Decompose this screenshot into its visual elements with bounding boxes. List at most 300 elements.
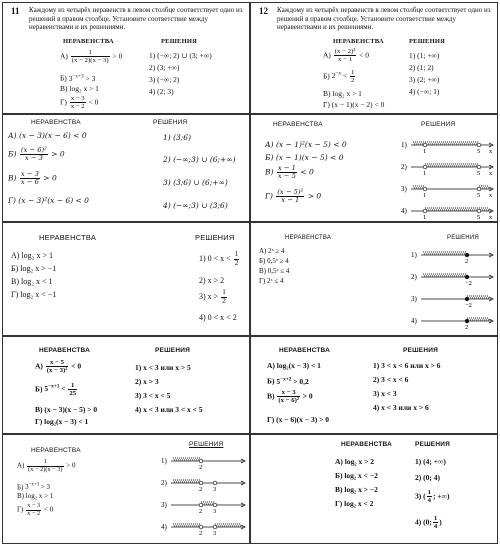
task-text: Каждому из четырёх неравенств в левом столбце соответствует одно из решений в правом столбце. Установите соответствие между неравенствами и их решениями. xyxy=(29,6,243,31)
hatch-mark xyxy=(173,479,175,483)
hatch-mark xyxy=(421,141,423,145)
hatch-mark xyxy=(185,457,187,461)
task-11 xyxy=(2,2,250,114)
task-number: 11 xyxy=(11,6,20,16)
hatch-mark xyxy=(427,273,429,277)
hatch-mark xyxy=(445,141,447,145)
hatch-mark xyxy=(479,295,481,299)
solution-3: 3) 3 < x < 5 xyxy=(135,391,171,400)
inequality-b: Б) $3^{-x+3} > 3$ xyxy=(60,73,96,83)
hatch-mark xyxy=(443,251,445,255)
inequality-b: Б) 0,5ˣ ≥ 4 xyxy=(259,257,289,265)
hatch-mark xyxy=(189,523,191,527)
tick-label: 1 xyxy=(423,170,427,177)
line-number: 1) xyxy=(411,251,417,259)
interval-point xyxy=(465,253,469,257)
solutions-header: РЕШЕНИЯ xyxy=(189,441,224,448)
inequality-b: Б) $2^{-x}$ < $\frac{1}{2}$ xyxy=(323,69,355,85)
inequalities-header: НЕРАВЕНСТВА xyxy=(31,447,81,454)
hatch-mark xyxy=(471,163,473,167)
inequality-g: Г) $\frac{\text{(x − 5)²}}{x - 1}$ > 0 xyxy=(265,188,322,205)
interval-point xyxy=(465,297,469,301)
hatch-mark xyxy=(451,163,453,167)
hatch-mark xyxy=(457,163,459,167)
hatch-mark xyxy=(473,317,475,321)
hatch-mark xyxy=(459,207,461,211)
interval-point xyxy=(477,209,481,213)
solution-3: 3) (3;6) ∪ (6;+∞) xyxy=(163,178,228,187)
solution-4: 4) x < 3 или 3 < x < 5 xyxy=(135,405,203,414)
solution-2: 2) x > 3 xyxy=(135,377,159,386)
inequality-g: Г) (x − 6)(x − 3) > 0 xyxy=(267,415,329,424)
solution-1: 1) 0 < x < $\frac{1}{2}$ xyxy=(199,250,239,267)
hatch-mark xyxy=(197,523,199,527)
hatch-mark xyxy=(191,457,193,461)
hatch-mark xyxy=(427,141,429,145)
hatch-mark xyxy=(441,251,443,255)
hatch-mark xyxy=(225,523,227,527)
hatch-mark xyxy=(435,163,437,167)
hatch-mark xyxy=(463,207,465,211)
solution-2: 2) (0; 4) xyxy=(415,473,440,482)
hatch-mark xyxy=(441,207,443,211)
hatch-mark xyxy=(451,141,453,145)
inequalities-header: НЕРАВЕНСТВА xyxy=(273,121,323,128)
task-10 xyxy=(250,434,498,544)
hatch-mark xyxy=(453,141,455,145)
solution-4: 4) (0; $\frac{1}{4}$ ) xyxy=(415,515,442,531)
tick-label: x xyxy=(489,192,493,199)
hatch-mark xyxy=(433,251,435,255)
hatch-mark xyxy=(447,163,449,167)
tick-label: 3 xyxy=(213,486,217,493)
hatch-mark xyxy=(427,163,429,167)
solutions-header: РЕШЕНИЯ xyxy=(195,233,235,242)
hatch-mark xyxy=(469,295,471,299)
hatch-mark xyxy=(485,185,487,189)
hatch-mark xyxy=(465,207,467,211)
hatch-mark xyxy=(205,501,207,505)
hatch-mark xyxy=(183,479,185,483)
tick-label: 5 xyxy=(477,214,481,221)
hatch-mark xyxy=(221,523,223,527)
inequalities-header: НЕРАВЕНСТВА xyxy=(31,119,81,126)
hatch-mark xyxy=(437,163,439,167)
tick-label: 2 xyxy=(465,324,469,331)
solutions-header: РЕШЕНИЯ xyxy=(153,119,188,126)
solution-4: 4) 0 < x < 2 xyxy=(199,313,237,322)
hatch-mark xyxy=(427,207,429,211)
hatch-mark xyxy=(191,479,193,483)
hatch-mark xyxy=(183,523,185,527)
inequality-a: А) 2ˣ ≥ 4 xyxy=(259,247,285,255)
tick-label: x xyxy=(489,214,493,221)
solution-4: 4) (−∞; 1) xyxy=(409,87,440,96)
inequality-b: Б) log₂ x < −2 xyxy=(335,471,378,480)
inequality-v: В) log₂ x > 1 xyxy=(323,89,362,98)
hatch-mark xyxy=(457,251,459,255)
hatch-mark xyxy=(445,163,447,167)
hatch-mark xyxy=(445,207,447,211)
hatch-mark xyxy=(487,317,489,321)
solution-4: 4) x < 3 или x > 6 xyxy=(373,403,429,412)
inequality-b: Б) (x − 1)(x − 5) < 0 xyxy=(265,153,344,162)
hatch-mark xyxy=(469,163,471,167)
interval-point xyxy=(465,319,469,323)
task-text: Каждому из четырёх неравенств в левом столбце соответствует одно из решений в правом столбце. Установите соответствие между неравенствами и их решениями. xyxy=(277,6,491,31)
hatch-mark xyxy=(227,523,229,527)
inequality-a: А) $\frac{\text{(x − 2)²}}{x - 1}$ < 0 xyxy=(323,48,369,64)
task-4 xyxy=(250,114,498,222)
line-number: 4) xyxy=(161,523,167,531)
hatch-mark xyxy=(479,317,481,321)
hatch-mark xyxy=(433,207,435,211)
solution-1: 1) (1; +∞) xyxy=(409,51,440,60)
interval-point xyxy=(423,209,427,213)
hatch-mark xyxy=(233,523,235,527)
hatch-mark xyxy=(467,141,469,145)
hatch-mark xyxy=(439,273,441,277)
hatch-mark xyxy=(431,207,433,211)
hatch-mark xyxy=(431,141,433,145)
line-number: 3) xyxy=(401,185,407,193)
hatch-mark xyxy=(473,163,475,167)
inequality-v: В) (x − 3)(x − 5) > 0 xyxy=(35,405,98,414)
hatch-mark xyxy=(475,207,477,211)
hatch-mark xyxy=(459,141,461,145)
hatch-mark xyxy=(429,141,431,145)
hatch-mark xyxy=(433,141,435,145)
hatch-mark xyxy=(451,251,453,255)
hatch-mark xyxy=(435,273,437,277)
hatch-mark xyxy=(417,185,419,189)
inequality-g: Г) 2ˣ ≤ 4 xyxy=(259,277,284,285)
hatch-mark xyxy=(181,479,183,483)
interval-point xyxy=(423,143,427,147)
hatch-mark xyxy=(475,317,477,321)
hatch-mark xyxy=(425,251,427,255)
hatch-mark xyxy=(453,273,455,277)
hatch-mark xyxy=(455,141,457,145)
interval-point xyxy=(199,525,203,529)
hatch-mark xyxy=(481,207,483,211)
hatch-mark xyxy=(483,317,485,321)
tick-label: 1 xyxy=(423,148,427,155)
hatch-mark xyxy=(421,185,423,189)
hatch-mark xyxy=(443,141,445,145)
inequalities-header: НЕРАВЕНСТВА xyxy=(63,38,114,45)
hatch-mark xyxy=(453,251,455,255)
hatch-mark xyxy=(463,163,465,167)
inequality-b: Б) $3^{-x+3} > 3$ xyxy=(17,483,50,492)
hatch-mark xyxy=(449,163,451,167)
hatch-mark xyxy=(209,501,211,505)
inequality-v: В) $\frac{x - 1}{x - 5}$ < 0 xyxy=(265,164,314,181)
hatch-mark xyxy=(433,163,435,167)
hatch-mark xyxy=(453,207,455,211)
solutions-header: РЕШЕНИЯ xyxy=(155,347,190,354)
hatch-mark xyxy=(477,317,479,321)
hatch-mark xyxy=(455,207,457,211)
hatch-mark xyxy=(435,141,437,145)
hatch-mark xyxy=(465,141,467,145)
inequality-a: А) (x − 1)²(x − 5) < 0 xyxy=(265,140,347,149)
hatch-mark xyxy=(181,523,183,527)
inequalities-header: НЕРАВЕНСТВА xyxy=(285,235,332,241)
inequality-g: Г) (x − 1)(x − 2) < 0 xyxy=(323,100,385,109)
line-number: 4) xyxy=(401,207,407,215)
hatch-mark xyxy=(469,317,471,321)
hatch-mark xyxy=(219,523,221,527)
solution-3: 3) (2; +∞) xyxy=(409,75,440,84)
solution-4: 4) (2; 3) xyxy=(149,87,174,96)
hatch-mark xyxy=(487,207,489,211)
hatch-mark xyxy=(195,457,197,461)
hatch-mark xyxy=(449,207,451,211)
hatch-mark xyxy=(231,523,233,527)
tick-label: −2 xyxy=(465,302,472,309)
hatch-mark xyxy=(175,457,177,461)
inequality-a: А) (x − 3)(x − 6) < 0 xyxy=(8,131,87,140)
hatch-mark xyxy=(235,523,237,527)
hatch-mark xyxy=(193,523,195,527)
hatch-mark xyxy=(447,207,449,211)
hatch-mark xyxy=(471,141,473,145)
hatch-mark xyxy=(415,141,417,145)
task-7 xyxy=(2,336,250,434)
hatch-mark xyxy=(197,479,199,483)
inequality-g: Г) $\frac{x - 3}{x - 2}$ < 0 xyxy=(17,502,54,517)
hatch-mark xyxy=(473,141,475,145)
hatch-mark xyxy=(197,457,199,461)
hatch-mark xyxy=(429,163,431,167)
inequality-v: В) log₂ x > 1 xyxy=(17,492,54,500)
inequalities-header: НЕРАВЕНСТВА xyxy=(39,233,97,242)
tick-label: x xyxy=(489,170,493,177)
inequalities-header: НЕРАВЕНСТВА xyxy=(39,347,90,354)
inequality-v: В) log₂ x > 1 xyxy=(60,84,99,93)
inequality-a: А) $\frac{x - 5}{\text{(x − 3)²}}$ < 0 xyxy=(35,359,82,375)
hatch-mark xyxy=(429,251,431,255)
hatch-mark xyxy=(469,141,471,145)
tick-label: 5 xyxy=(477,170,481,177)
hatch-mark xyxy=(207,501,209,505)
hatch-mark xyxy=(473,295,475,299)
hatch-mark xyxy=(447,141,449,145)
inequality-a: А) $\frac{1}{(x - 2)(x - 3)}$ > 0 xyxy=(17,458,76,473)
hatch-mark xyxy=(423,273,425,277)
interval-point xyxy=(213,525,217,529)
hatch-mark xyxy=(429,207,431,211)
hatch-mark xyxy=(191,523,193,527)
hatch-mark xyxy=(431,163,433,167)
hatch-mark xyxy=(483,207,485,211)
hatch-mark xyxy=(437,251,439,255)
interval-point xyxy=(199,503,203,507)
hatch-mark xyxy=(185,479,187,483)
hatch-mark xyxy=(451,273,453,277)
hatch-mark xyxy=(459,163,461,167)
hatch-mark xyxy=(475,141,477,145)
hatch-mark xyxy=(445,273,447,277)
interval-point xyxy=(465,275,469,279)
hatch-mark xyxy=(457,141,459,145)
tick-label: 5 xyxy=(477,148,481,155)
hatch-mark xyxy=(453,163,455,167)
inequalities-header: НЕРАВЕНСТВА xyxy=(341,441,392,448)
solution-2: 2) (3; +∞) xyxy=(149,63,180,72)
hatch-mark xyxy=(437,273,439,277)
inequality-v: В) log₂ x > −2 xyxy=(335,485,378,494)
hatch-mark xyxy=(437,207,439,211)
hatch-mark xyxy=(481,317,483,321)
hatch-mark xyxy=(175,523,177,527)
hatch-mark xyxy=(439,207,441,211)
hatch-mark xyxy=(449,251,451,255)
inequality-a: А) $\frac{1}{(x - 2)(x - 3)}$ > 0 xyxy=(60,49,123,65)
hatch-mark xyxy=(455,163,457,167)
tick-label: 3 xyxy=(213,530,217,537)
inequality-v: В) 0,5ˣ ≤ 4 xyxy=(259,267,290,275)
hatch-mark xyxy=(195,523,197,527)
hatch-mark xyxy=(181,457,183,461)
tick-label: 2 xyxy=(199,530,203,537)
solution-1: 1) (−∞; 2) ∪ (3; +∞) xyxy=(149,51,212,60)
solutions-header: РЕШЕНИЯ xyxy=(421,121,456,128)
hatch-mark xyxy=(459,273,461,277)
solution-1: 1) (3;6) xyxy=(163,133,192,142)
interval-point xyxy=(423,187,427,191)
inequality-b: Б) $5^{-x+1}$ < $\frac{1}{25}$ xyxy=(35,382,77,398)
hatch-mark xyxy=(447,273,449,277)
solution-3: 3) ( $\frac{1}{4}$ ; +∞) xyxy=(415,489,450,505)
solution-3: 3) (−∞; 2) xyxy=(149,75,180,84)
hatch-mark xyxy=(187,523,189,527)
hatch-mark xyxy=(223,523,225,527)
task-9 xyxy=(2,434,250,544)
hatch-mark xyxy=(447,251,449,255)
hatch-mark xyxy=(481,295,483,299)
hatch-mark xyxy=(173,523,175,527)
hatch-mark xyxy=(177,479,179,483)
tick-label: 2 xyxy=(199,508,203,515)
hatch-mark xyxy=(441,273,443,277)
hatch-mark xyxy=(483,185,485,189)
task-5 xyxy=(2,222,250,336)
hatch-mark xyxy=(443,273,445,277)
number-lines xyxy=(411,247,495,333)
inequality-v: В) $\frac{x - 3}{\text{(x − 6)²}}$ > 0 xyxy=(267,389,313,405)
hatch-mark xyxy=(237,523,239,527)
task-6 xyxy=(250,222,498,336)
tick-label: 1 xyxy=(423,192,427,199)
hatch-mark xyxy=(467,163,469,167)
interval-point xyxy=(213,503,217,507)
task-number: 12 xyxy=(259,6,268,16)
hatch-mark xyxy=(485,317,487,321)
hatch-mark xyxy=(461,207,463,211)
line-number: 2) xyxy=(161,479,167,487)
solution-4: 4) (−∞;3) ∪ (3;6) xyxy=(163,201,228,210)
hatch-mark xyxy=(477,295,479,299)
hatch-mark xyxy=(463,141,465,145)
hatch-mark xyxy=(469,207,471,211)
hatch-mark xyxy=(175,479,177,483)
interval-point xyxy=(423,165,427,169)
hatch-mark xyxy=(431,273,433,277)
hatch-mark xyxy=(443,163,445,167)
hatch-mark xyxy=(471,295,473,299)
inequality-g: Г) (x − 3)²(x − 6) < 0 xyxy=(8,196,89,205)
solution-2: 2) x > 2 xyxy=(199,276,225,285)
hatch-mark xyxy=(487,185,489,189)
hatch-mark xyxy=(473,207,475,211)
hatch-mark xyxy=(203,501,205,505)
hatch-mark xyxy=(445,251,447,255)
hatch-mark xyxy=(461,163,463,167)
tick-label: −2 xyxy=(465,280,472,287)
solution-2: 2) (1; 2) xyxy=(409,63,434,72)
hatch-mark xyxy=(461,251,463,255)
hatch-mark xyxy=(189,479,191,483)
hatch-mark xyxy=(449,273,451,277)
hatch-mark xyxy=(439,141,441,145)
hatch-mark xyxy=(439,163,441,167)
inequality-g: Г) log₂(x − 3) < 1 xyxy=(35,417,89,426)
hatch-mark xyxy=(195,479,197,483)
hatch-mark xyxy=(431,251,433,255)
inequality-b: Б) $\frac{\text{(x − 6)²}}{x - 3}$ > 0 xyxy=(8,146,65,163)
hatch-mark xyxy=(177,457,179,461)
hatch-mark xyxy=(419,141,421,145)
hatch-mark xyxy=(185,523,187,527)
hatch-mark xyxy=(461,141,463,145)
hatch-mark xyxy=(229,523,231,527)
hatch-mark xyxy=(463,251,465,255)
hatch-mark xyxy=(443,207,445,211)
hatch-mark xyxy=(475,295,477,299)
hatch-mark xyxy=(193,457,195,461)
hatch-mark xyxy=(487,295,489,299)
inequality-g: Г) log₂ x < 2 xyxy=(335,499,374,508)
hatch-mark xyxy=(217,523,219,527)
line-number: 2) xyxy=(411,273,417,281)
interval-point xyxy=(199,481,203,485)
hatch-mark xyxy=(471,207,473,211)
hatch-mark xyxy=(483,295,485,299)
hatch-mark xyxy=(465,163,467,167)
hatch-mark xyxy=(415,185,417,189)
number-lines xyxy=(401,135,495,221)
hatch-mark xyxy=(475,163,477,167)
hatch-mark xyxy=(427,251,429,255)
solutions-header: РЕШЕНИЯ xyxy=(447,235,479,241)
hatch-mark xyxy=(179,523,181,527)
line-number: 3) xyxy=(161,501,167,509)
solutions-header: РЕШЕНИЯ xyxy=(161,38,197,45)
line-number: 4) xyxy=(411,317,417,325)
hatch-mark xyxy=(193,479,195,483)
hatch-mark xyxy=(179,457,181,461)
inequality-g: Г) log₂ x < −1 xyxy=(11,290,57,299)
hatch-mark xyxy=(463,273,465,277)
hatch-mark xyxy=(211,501,213,505)
hatch-mark xyxy=(435,207,437,211)
hatch-mark xyxy=(459,251,461,255)
hatch-mark xyxy=(425,273,427,277)
hatch-mark xyxy=(419,185,421,189)
hatch-mark xyxy=(413,185,415,189)
